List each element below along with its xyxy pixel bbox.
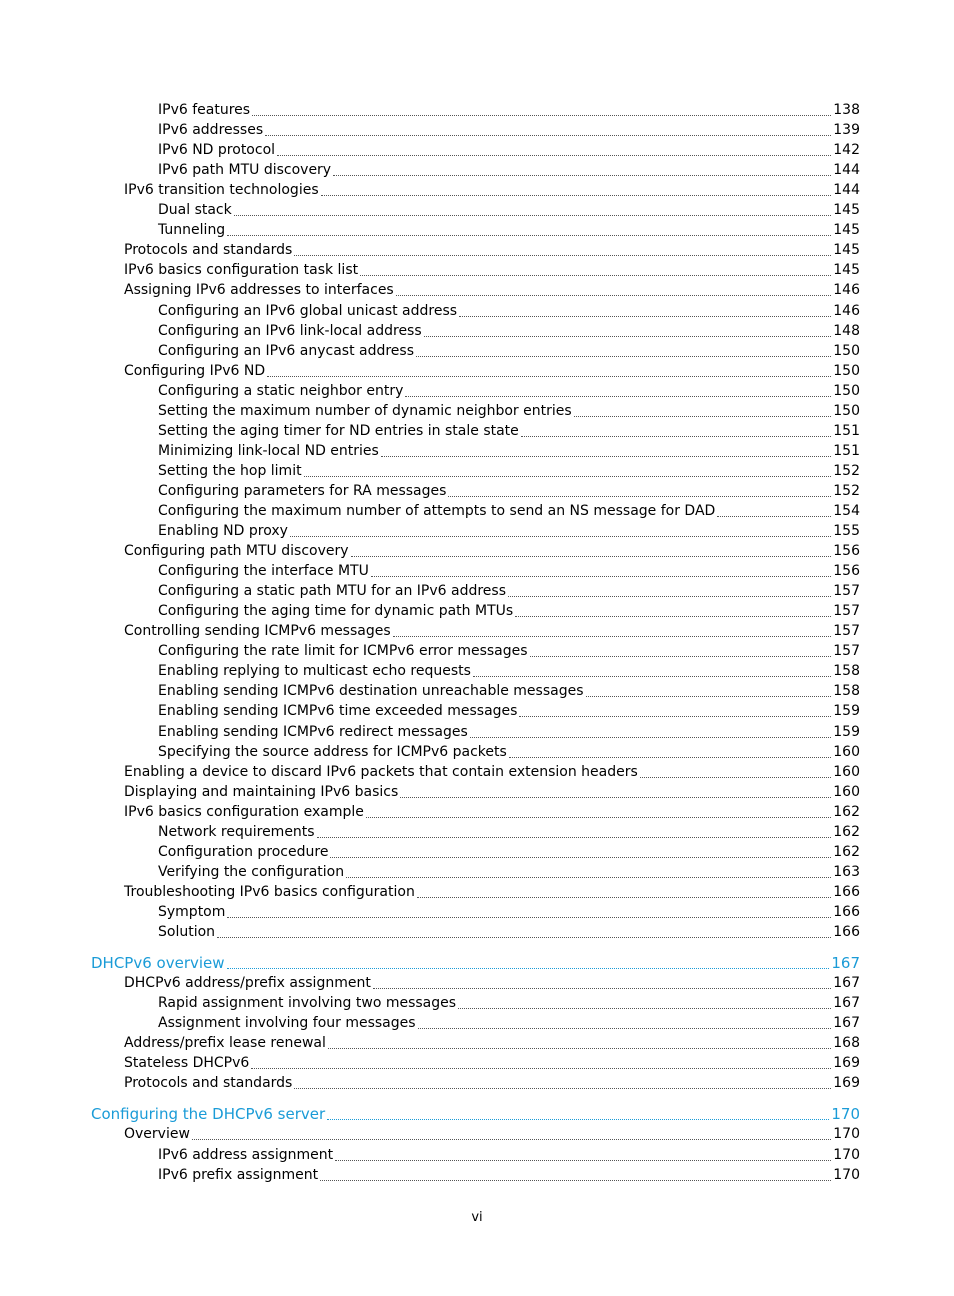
toc-entry-title[interactable]: Enabling a device to discard IPv6 packets that contain extension headers	[124, 764, 638, 780]
toc-entry-page[interactable]: 145	[833, 262, 860, 278]
toc-entry-title[interactable]: Symptom	[158, 904, 226, 920]
toc-entry-page[interactable]: 169	[833, 1075, 860, 1091]
toc-entry-page[interactable]: 146	[833, 303, 860, 319]
dot-leader	[521, 435, 831, 437]
toc-entry-page[interactable]: 160	[833, 764, 860, 780]
toc-entry-title[interactable]: Configuring path MTU discovery	[124, 543, 349, 559]
toc-entry[interactable]	[158, 862, 860, 882]
toc-entry[interactable]	[158, 1165, 860, 1185]
toc-entry-title[interactable]: DHCPv6 address/prefix assignment	[124, 975, 371, 991]
toc-entry[interactable]	[158, 321, 860, 341]
toc-entry[interactable]	[158, 742, 860, 762]
dot-leader	[417, 896, 831, 898]
toc-entry-title[interactable]: Configuring the maximum number of attempts to send an NS message for DAD	[158, 503, 716, 519]
toc-entry-page[interactable]: 152	[833, 483, 860, 499]
dot-leader	[459, 315, 831, 317]
toc-entry-title[interactable]: Configuring an IPv6 link-local address	[158, 323, 422, 339]
toc-entry[interactable]	[158, 401, 860, 421]
dot-leader	[304, 475, 832, 477]
dot-leader	[227, 234, 831, 236]
toc-entry-page[interactable]: 151	[833, 423, 860, 439]
dot-leader	[416, 355, 831, 357]
toc-entry[interactable]	[158, 842, 860, 862]
toc-entry-page[interactable]: 150	[833, 343, 860, 359]
toc-entry-title[interactable]: Configuring a static neighbor entry	[158, 383, 404, 399]
toc-entry[interactable]	[124, 802, 860, 822]
dot-leader	[346, 876, 831, 878]
toc-entry-page[interactable]: 160	[833, 784, 860, 800]
toc-entry-title[interactable]: IPv6 features	[158, 102, 251, 118]
toc-entry-page[interactable]: 170	[833, 1167, 860, 1183]
toc-entry-page[interactable]: 166	[833, 904, 860, 920]
toc-entry-page[interactable]: 162	[833, 824, 860, 840]
toc-entry-page[interactable]: 145	[833, 202, 860, 218]
toc-entry[interactable]	[124, 1053, 860, 1073]
toc-entry-page[interactable]: 145	[833, 242, 860, 258]
dot-leader	[330, 856, 831, 858]
toc-entry-page[interactable]: 160	[833, 744, 860, 760]
toc-entry[interactable]	[124, 260, 860, 280]
toc-entry-title[interactable]: Overview	[124, 1126, 190, 1142]
toc-entry-page[interactable]: 146	[833, 282, 860, 298]
toc-entry[interactable]	[124, 240, 860, 260]
toc-entry[interactable]	[158, 601, 860, 621]
toc-entry-page[interactable]: 152	[833, 463, 860, 479]
toc-entry[interactable]	[158, 661, 860, 681]
toc-entry-page[interactable]: 145	[833, 222, 860, 238]
dot-leader	[405, 395, 831, 397]
dot-leader	[277, 154, 831, 156]
toc-entry-title[interactable]: Configuring an IPv6 anycast address	[158, 343, 415, 359]
toc-entry-page[interactable]: 158	[833, 663, 860, 679]
dot-leader	[265, 134, 831, 136]
toc-entry[interactable]	[158, 822, 860, 842]
toc-entry-title[interactable]: IPv6 basics configuration example	[124, 804, 364, 820]
toc-entry-title[interactable]: IPv6 address assignment	[158, 1147, 334, 1163]
toc-entry-page[interactable]: 168	[833, 1035, 860, 1051]
dot-leader	[717, 515, 831, 517]
dot-leader	[360, 274, 831, 276]
toc-entry[interactable]	[124, 280, 860, 300]
toc-entry-title[interactable]: Setting the hop limit	[158, 463, 302, 479]
toc-entry[interactable]	[158, 220, 860, 240]
toc-entry-title[interactable]: IPv6 ND protocol	[158, 142, 276, 158]
toc-entry-page[interactable]: 166	[833, 924, 860, 940]
toc-entry-page[interactable]: 167	[833, 995, 860, 1011]
toc-entry-title[interactable]: Configuring parameters for RA messages	[158, 483, 447, 499]
dot-leader	[640, 776, 831, 778]
dot-leader	[234, 214, 832, 216]
toc-entry[interactable]	[124, 973, 860, 993]
toc-chapter-entry[interactable]	[91, 953, 860, 973]
toc-entry-page[interactable]: 169	[833, 1055, 860, 1071]
toc-entry[interactable]	[124, 621, 860, 641]
toc-entry[interactable]	[158, 481, 860, 501]
toc-entry-page[interactable]: 159	[833, 703, 860, 719]
toc-entry[interactable]	[158, 160, 860, 180]
toc-entry[interactable]	[124, 361, 860, 381]
dot-leader	[373, 987, 831, 989]
toc-entry-page[interactable]: 151	[833, 443, 860, 459]
toc-entry[interactable]	[158, 521, 860, 541]
dot-leader	[458, 1007, 831, 1009]
toc-entry-page[interactable]: 162	[833, 844, 860, 860]
toc-entry-title[interactable]: Minimizing link-local ND entries	[158, 443, 379, 459]
dot-leader	[381, 455, 831, 457]
dot-leader	[192, 1138, 831, 1140]
toc-entry-title[interactable]: Configuring an IPv6 global unicast address	[158, 303, 458, 319]
toc-entry-title[interactable]: Stateless DHCPv6	[124, 1055, 250, 1071]
dot-leader	[321, 194, 832, 196]
toc-entry-title[interactable]: Setting the aging timer for ND entries in stale state	[158, 423, 519, 439]
toc-entry-page[interactable]: 157	[833, 603, 860, 619]
toc-entry-page[interactable]: 155	[833, 523, 860, 539]
dot-leader	[251, 1067, 831, 1069]
toc-entry-title[interactable]: Troubleshooting IPv6 basics configuration	[124, 884, 415, 900]
toc-entry-title[interactable]: Controlling sending ICMPv6 messages	[124, 623, 391, 639]
dot-leader	[328, 1047, 831, 1049]
toc-entry-page[interactable]: 138	[833, 102, 860, 118]
toc-entry-title[interactable]: Address/prefix lease renewal	[124, 1035, 326, 1051]
dot-leader	[317, 836, 832, 838]
dot-leader	[470, 736, 832, 738]
dot-leader	[574, 415, 832, 417]
toc-entry[interactable]	[158, 200, 860, 220]
toc-entry[interactable]	[158, 993, 860, 1013]
toc-entry-title[interactable]: Verifying the configuration	[158, 864, 345, 880]
toc-entry[interactable]	[158, 1013, 860, 1033]
toc-entry-page[interactable]: 142	[833, 142, 860, 158]
toc-entry-page[interactable]: 150	[833, 403, 860, 419]
toc-entry-page[interactable]: 167	[831, 954, 860, 972]
toc-entry[interactable]	[158, 722, 860, 742]
dot-leader	[424, 335, 832, 337]
toc-entry-title[interactable]: Protocols and standards	[124, 1075, 293, 1091]
toc-entry-title[interactable]: Configuring IPv6 ND	[124, 363, 266, 379]
dot-leader	[366, 816, 831, 818]
toc-entry-title[interactable]: IPv6 transition technologies	[124, 182, 319, 198]
toc-entry-page[interactable]: 159	[833, 724, 860, 740]
toc-entry-page[interactable]: 167	[833, 975, 860, 991]
dot-leader	[508, 595, 831, 597]
toc-entry-page[interactable]: 157	[833, 583, 860, 599]
toc-entry[interactable]	[124, 541, 860, 561]
toc-entry-page[interactable]: 156	[833, 563, 860, 579]
toc-entry-page[interactable]: 167	[833, 1015, 860, 1031]
dot-leader	[327, 1118, 829, 1120]
toc-entry-title[interactable]: Assignment involving four messages	[158, 1015, 416, 1031]
dot-leader	[509, 756, 831, 758]
dot-leader	[333, 174, 831, 176]
dot-leader	[393, 635, 832, 637]
toc-entry-page[interactable]: 162	[833, 804, 860, 820]
toc-entry[interactable]	[124, 180, 860, 200]
toc-entry-page[interactable]: 144	[833, 162, 860, 178]
toc-entry[interactable]	[158, 501, 860, 521]
toc-entry-title[interactable]: Configuring the interface MTU	[158, 563, 369, 579]
toc-entry[interactable]	[158, 140, 860, 160]
toc-entry[interactable]	[158, 641, 860, 661]
dot-leader	[227, 916, 831, 918]
page-number: vi	[471, 1210, 483, 1225]
toc-entry-title[interactable]: IPv6 basics configuration task list	[124, 262, 359, 278]
toc-entry[interactable]	[158, 301, 860, 321]
toc-entry-page[interactable]: 150	[833, 383, 860, 399]
toc-entry-title[interactable]: Rapid assignment involving two messages	[158, 995, 457, 1011]
dot-leader	[290, 535, 831, 537]
toc-entry-title[interactable]: Network requirements	[158, 824, 315, 840]
toc-entry-title[interactable]: Setting the maximum number of dynamic neighbor entries	[158, 403, 572, 419]
toc-entry-page[interactable]: 163	[833, 864, 860, 880]
toc-entry[interactable]	[158, 381, 860, 401]
toc-entry-title[interactable]: Configuration procedure	[158, 844, 329, 860]
toc-entry[interactable]	[158, 461, 860, 481]
toc-entry-page[interactable]: 170	[833, 1126, 860, 1142]
toc-entry-page[interactable]: 154	[833, 503, 860, 519]
dot-leader	[227, 967, 830, 969]
toc-entry-title[interactable]: Configuring a static path MTU for an IPv6 address	[158, 583, 506, 599]
toc-entry-title[interactable]: Enabling replying to multicast echo requests	[158, 663, 471, 679]
toc-entry[interactable]	[158, 100, 860, 120]
toc-entry-title[interactable]: Solution	[158, 924, 216, 940]
toc-entry[interactable]	[124, 1033, 860, 1053]
dot-leader	[586, 695, 832, 697]
dot-leader	[519, 715, 831, 717]
toc-entry-title[interactable]: IPv6 addresses	[158, 122, 264, 138]
toc-entry[interactable]	[158, 1145, 860, 1165]
toc-entry-title[interactable]: Displaying and maintaining IPv6 basics	[124, 784, 399, 800]
dot-leader	[294, 1087, 831, 1089]
toc-entry-title[interactable]: Assigning IPv6 addresses to interfaces	[124, 282, 394, 298]
toc-entry-title[interactable]: Configuring the rate limit for ICMPv6 error messages	[158, 643, 528, 659]
toc-entry-title[interactable]: Dual stack	[158, 202, 232, 218]
toc-entry[interactable]	[158, 701, 860, 721]
toc-entry-title[interactable]: Configuring the aging time for dynamic path MTUs	[158, 603, 514, 619]
dot-leader	[351, 555, 832, 557]
toc-entry[interactable]	[158, 902, 860, 922]
toc-entry-title[interactable]: Protocols and standards	[124, 242, 293, 258]
dot-leader	[473, 675, 831, 677]
toc-entry[interactable]	[124, 782, 860, 802]
toc-entry-title[interactable]: Enabling sending ICMPv6 time exceeded messages	[158, 703, 518, 719]
dot-leader	[418, 1027, 832, 1029]
toc-entry[interactable]	[158, 922, 860, 942]
toc-entry-title[interactable]: DHCPv6 overview	[91, 954, 225, 972]
toc-entry[interactable]	[124, 1073, 860, 1093]
toc-entry[interactable]	[158, 581, 860, 601]
toc-entry-page[interactable]: 156	[833, 543, 860, 559]
toc-chapter-entry[interactable]	[91, 1104, 860, 1124]
toc-entry-page[interactable]: 157	[833, 623, 860, 639]
toc-entry-page[interactable]: 157	[833, 643, 860, 659]
dot-leader	[252, 114, 831, 116]
toc-entry-page[interactable]: 139	[833, 122, 860, 138]
dot-leader	[371, 575, 831, 577]
toc-entry-title[interactable]: Specifying the source address for ICMPv6 packets	[158, 744, 507, 760]
toc-entry-title[interactable]: Enabling ND proxy	[158, 523, 288, 539]
toc-entry[interactable]	[158, 421, 860, 441]
toc-entry[interactable]	[158, 681, 860, 701]
dot-leader	[448, 495, 831, 497]
toc-entry[interactable]	[124, 882, 860, 902]
toc-entry-page[interactable]: 170	[831, 1105, 860, 1123]
dot-leader	[320, 1179, 831, 1181]
toc-entry[interactable]	[158, 120, 860, 140]
toc-entry-page[interactable]: 144	[833, 182, 860, 198]
dot-leader	[217, 936, 831, 938]
dot-leader	[267, 375, 831, 377]
toc-entry-page[interactable]: 148	[833, 323, 860, 339]
toc-entry[interactable]	[124, 1124, 860, 1144]
dot-leader	[335, 1159, 831, 1161]
toc-entry-page[interactable]: 166	[833, 884, 860, 900]
dot-leader	[515, 615, 831, 617]
toc-entry-title[interactable]: IPv6 prefix assignment	[158, 1167, 319, 1183]
toc-entry[interactable]	[124, 762, 860, 782]
toc-entry[interactable]	[158, 441, 860, 461]
toc-entry-page[interactable]: 170	[833, 1147, 860, 1163]
toc-entry-page[interactable]: 158	[833, 683, 860, 699]
dot-leader	[400, 796, 831, 798]
dot-leader	[294, 254, 831, 256]
toc-entry-title[interactable]: Enabling sending ICMPv6 redirect messages	[158, 724, 468, 740]
toc-entry[interactable]	[158, 341, 860, 361]
toc-entry-title[interactable]: Enabling sending ICMPv6 destination unreachable messages	[158, 683, 584, 699]
toc-entry-page[interactable]: 150	[833, 363, 860, 379]
toc-entry[interactable]	[158, 561, 860, 581]
toc-entry-title[interactable]: Tunneling	[158, 222, 226, 238]
toc-entry-title[interactable]: Configuring the DHCPv6 server	[91, 1105, 326, 1123]
toc-entry-title[interactable]: IPv6 path MTU discovery	[158, 162, 332, 178]
dot-leader	[530, 655, 832, 657]
dot-leader	[396, 294, 832, 296]
